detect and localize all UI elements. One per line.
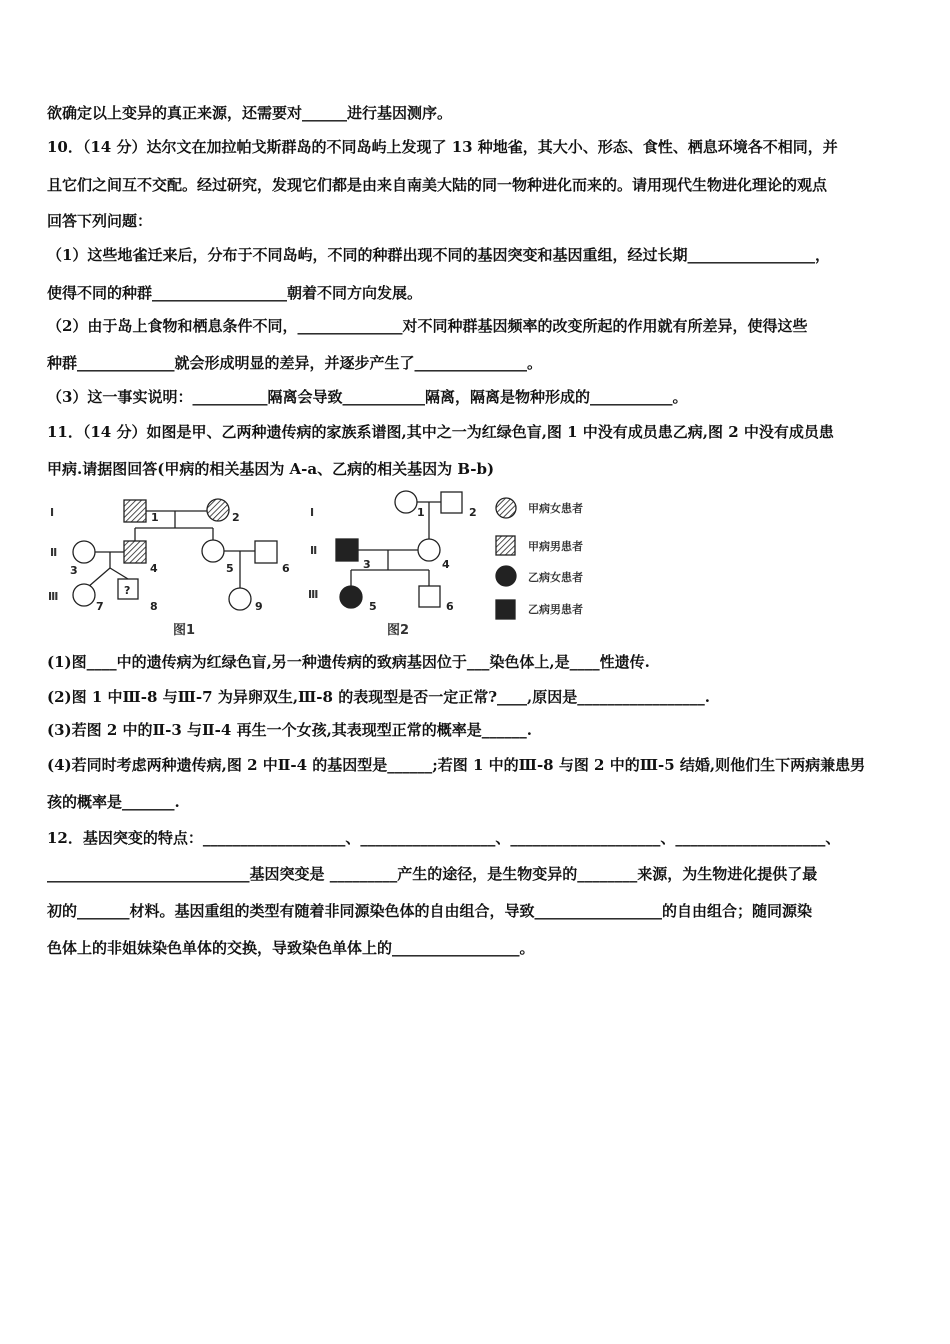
svg-text:4: 4 bbox=[150, 562, 158, 575]
svg-text:6: 6 bbox=[282, 562, 290, 575]
svg-text:1: 1 bbox=[151, 511, 159, 524]
q10-part2b: 种群_____________就会形成明显的差异，并逐步产生了_______________。 bbox=[47, 354, 543, 372]
q10-part1a: （1）这些地雀迁来后，分布于不同岛屿，不同的种群出现不同的基因突变和基因重组，经过长期_________________， bbox=[47, 246, 830, 264]
svg-text:4: 4 bbox=[442, 558, 450, 571]
q12-line4: 色体上的非姐妹染色单体的交换，导致染色单体上的_________________。 bbox=[47, 939, 535, 957]
q10-line2: 且它们之间互不交配。经过研究，发现它们都是由来自南美大陆的同一物种进化而来的。请用现代生物进化理论的观点 bbox=[47, 176, 828, 194]
legend-disease-a-male-icon bbox=[496, 536, 515, 555]
fig1-II3-female bbox=[73, 541, 95, 563]
fig2-II3-affected-male bbox=[336, 539, 358, 561]
legend-disease-a-male: 甲病男患者 bbox=[528, 540, 583, 553]
q12-line3: 初的_______材料。基因重组的类型有随着非同源染色体的自由组合，导致_________________的自由组合；随同源染 bbox=[47, 902, 813, 920]
svg-text:9: 9 bbox=[255, 600, 263, 613]
q11-sub3: (3)若图 2 中的Ⅱ-3 与Ⅱ-4 再生一个女孩,其表现型正常的概率是______. bbox=[47, 721, 533, 739]
legend-disease-b-male: 乙病男患者 bbox=[528, 603, 583, 616]
legend-disease-a-female-icon bbox=[496, 498, 516, 518]
q12-line1: 12．基因突变的特点：___________________、__________________、____________________、____________________、 bbox=[47, 829, 841, 847]
fig2-gen-III: Ⅲ bbox=[308, 588, 319, 601]
legend-disease-b-female-icon bbox=[496, 566, 516, 586]
q11-sub4b: 孩的概率是_______. bbox=[47, 793, 180, 811]
q11-line1: 11．（14 分）如图是甲、乙两种遗传病的家族系谱图,其中之一为红绿色盲,图 1 中没有成员患乙病,图 2 中没有成员患 bbox=[47, 423, 834, 441]
fig1-I2-affected-female bbox=[207, 499, 229, 521]
fig1-gen-III: Ⅲ bbox=[48, 590, 59, 603]
fig1-II4-affected-male bbox=[124, 541, 146, 563]
fig2-III5-affected-female bbox=[340, 586, 362, 608]
svg-text:8: 8 bbox=[150, 600, 158, 613]
legend-disease-b-female: 乙病女患者 bbox=[528, 571, 583, 584]
q12-line2: ___________________________基因突变是 _________产生的途径，是生物变异的________来源，为生物进化提供了最 bbox=[47, 865, 818, 883]
q10-line3: 回答下列问题： bbox=[47, 212, 153, 230]
svg-text:6: 6 bbox=[446, 600, 454, 613]
svg-text:2: 2 bbox=[232, 511, 240, 524]
fig2-I2-male bbox=[441, 492, 462, 513]
unknown-mark: ? bbox=[124, 584, 131, 597]
svg-text:5: 5 bbox=[226, 562, 234, 575]
svg-text:3: 3 bbox=[363, 558, 371, 571]
legend-disease-b-male-icon bbox=[496, 600, 515, 619]
legend-disease-a-female: 甲病女患者 bbox=[528, 502, 583, 515]
q9-tail: 欲确定以上变异的真正来源，还需要对______进行基因测序。 bbox=[47, 104, 453, 122]
fig1-I1-affected-male bbox=[124, 500, 146, 522]
svg-text:2: 2 bbox=[469, 506, 477, 519]
fig2-gen-II: Ⅱ bbox=[310, 544, 318, 557]
pedigree-figure bbox=[40, 488, 610, 638]
fig1-II5-female bbox=[202, 540, 224, 562]
q10-line1: 10．（14 分）达尔文在加拉帕戈斯群岛的不同岛屿上发现了 13 种地雀，其大小、形态、食性、栖息环境各不相同，并 bbox=[47, 138, 838, 156]
fig1-gen-II: Ⅱ bbox=[50, 546, 58, 559]
svg-text:5: 5 bbox=[369, 600, 377, 613]
fig1-caption: 图1 bbox=[173, 623, 196, 638]
q10-part3: （3）这一事实说明：__________隔离会导致___________隔离，隔离是物种形成的___________。 bbox=[47, 388, 688, 406]
fig1-II6-male bbox=[255, 541, 277, 563]
fig2-II4-female bbox=[418, 539, 440, 561]
fig2-I1-female bbox=[395, 491, 417, 513]
fig2-III6-male bbox=[419, 586, 440, 607]
fig1-III9-female bbox=[229, 588, 251, 610]
svg-text:7: 7 bbox=[96, 600, 104, 613]
q11-line2: 甲病.请据图回答(甲病的相关基因为 A-a、乙病的相关基因为 B-b) bbox=[47, 460, 495, 478]
svg-text:3: 3 bbox=[70, 564, 78, 577]
fig2-gen-I: Ⅰ bbox=[310, 506, 315, 519]
q10-part1b: 使得不同的种群__________________朝着不同方向发展。 bbox=[47, 284, 423, 302]
fig2-caption: 图2 bbox=[387, 623, 410, 638]
fig1-gen-I: Ⅰ bbox=[50, 506, 55, 519]
q10-part2a: （2）由于岛上食物和栖息条件不同，______________对不同种群基因频率的改变所起的作用就有所差异，使得这些 bbox=[47, 317, 808, 335]
q11-sub1: (1)图____中的遗传病为红绿色盲,另一种遗传病的致病基因位于___染色体上,是____性遗传. bbox=[47, 653, 650, 671]
q11-sub4a: (4)若同时考虑两种遗传病,图 2 中Ⅱ-4 的基因型是______;若图 1 中的Ⅲ-8 与图 2 中的Ⅲ-5 结婚,则他们生下两病兼患男 bbox=[47, 756, 866, 774]
svg-text:1: 1 bbox=[417, 506, 425, 519]
q11-sub2: (2)图 1 中Ⅲ-8 与Ⅲ-7 为异卵双生,Ⅲ-8 的表现型是否一定正常?____,原因是_________________. bbox=[47, 688, 710, 706]
fig1-III7-female bbox=[73, 584, 95, 606]
